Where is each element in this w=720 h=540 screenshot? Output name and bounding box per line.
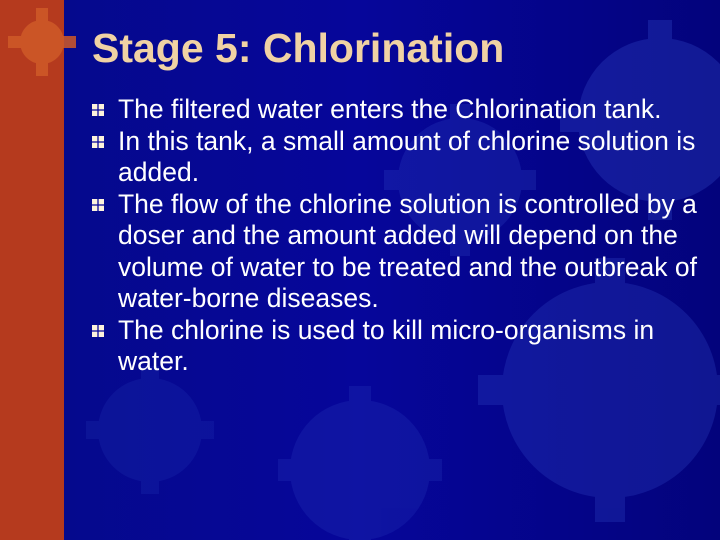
square-bullet-icon [90, 323, 106, 339]
bullet-text: The chlorine is used to kill micro-organisms in water. [118, 314, 655, 376]
bullet-item [90, 126, 710, 189]
square-bullet-icon [90, 134, 106, 150]
bullet-item [90, 189, 710, 315]
bullet-list [90, 94, 710, 378]
slide-title: Stage 5: Chlorination [92, 25, 505, 71]
bullet-text: The filtered water enters the Chlorination tank. [118, 94, 662, 124]
bullet-text: The flow of the chlorine solution is controlled by a doser and the amount added will depend on the volume of water to be treated and the outbreak of water-borne diseases. [118, 188, 697, 313]
square-bullet-icon [90, 197, 106, 213]
bullet-text: In this tank, a small amount of chlorine solution is added. [118, 125, 696, 187]
bullet-item [90, 94, 710, 126]
bullet-item [90, 315, 710, 378]
square-bullet-icon [90, 102, 106, 118]
